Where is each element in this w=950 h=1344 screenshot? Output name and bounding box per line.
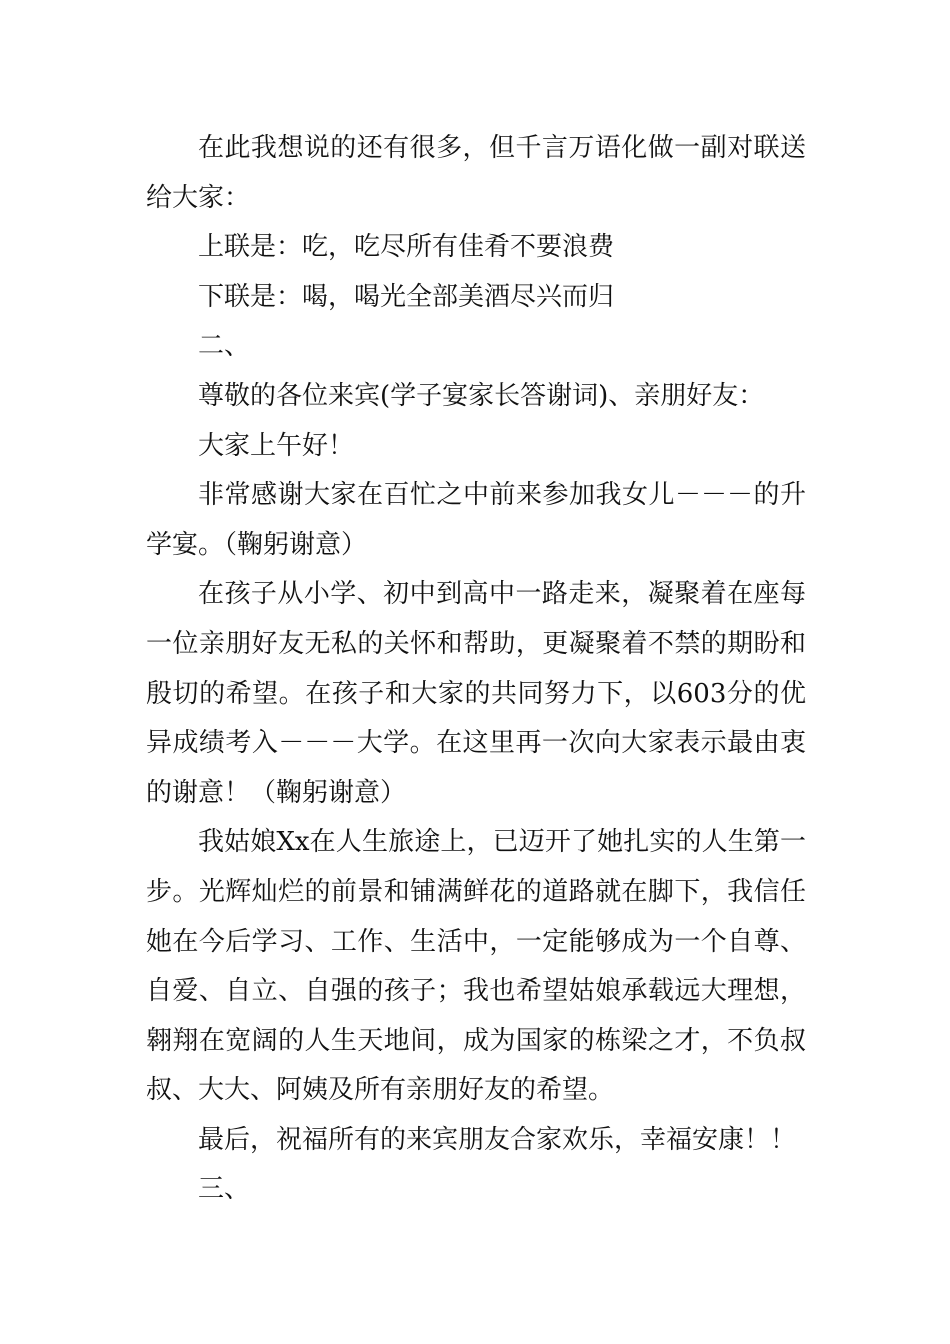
paragraph-closing-intro: 在此我想说的还有很多，但千言万语化做一副对联送给大家： [146,133,806,213]
document-body [146,124,806,1215]
paragraph-greeting: 大家上午好！ [198,430,355,461]
paragraph-couplet-lower: 下联是：喝，喝光全部美酒尽兴而归 [198,281,615,312]
section-heading-three: 三、 [198,1174,251,1205]
paragraph-salutation: 尊敬的各位来宾(学子宴家长答谢词)、亲朋好友： [198,380,765,411]
section-heading-two: 二、 [198,331,251,362]
paragraph-thanks: 非常感谢大家在百忙之中前来参加我女儿－－－的升学宴。（鞠躬谢意） [146,480,806,560]
paragraph-blessing: 最后，祝福所有的来宾朋友合家欢乐，幸福安康！！ [198,1124,797,1155]
paragraph-gratitude: 在孩子从小学、初中到高中一路走来，凝聚着在座每一位亲朋好友无私的关怀和帮助，更凝聚着不禁的期盼和殷切的希望。在孩子和大家的共同努力下，以603分的优异成绩考入－－－大学。在这里再一次向大家表示最由衷的谢意！（鞠躬谢意） [146,579,806,808]
paragraph-daughter: 我姑娘Xx在人生旅途上，已迈开了她扎实的人生第一步。光辉灿烂的前景和铺满鲜花的道路就在脚下，我信任她在今后学习、工作、生活中，一定能够成为一个自尊、自爱、自立、自强的孩子；我也希望姑娘承载远大理想，翱翔在宽阔的人生天地间，成为国家的栋梁之才，不负叔叔、大大、阿姨及所有亲朋好友的希望。 [146,827,806,1106]
paragraph-couplet-upper: 上联是：吃，吃尽所有佳肴不要浪费 [198,232,615,263]
